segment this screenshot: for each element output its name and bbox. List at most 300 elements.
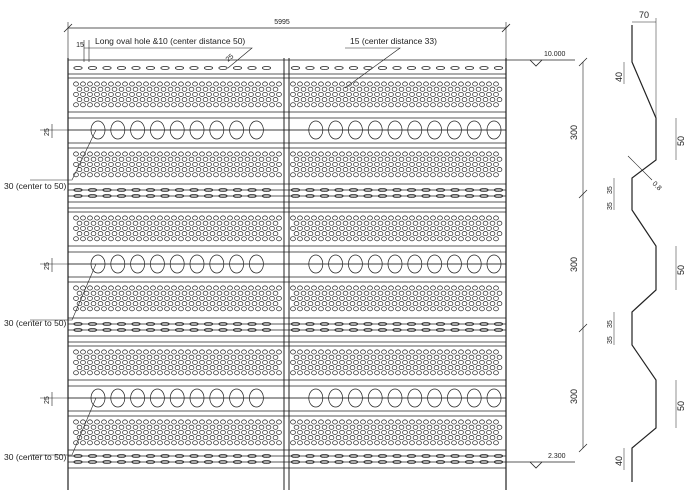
small-round-hole	[396, 441, 401, 445]
profile-thickness-label: 0.8	[650, 180, 663, 193]
small-round-hole	[329, 302, 334, 306]
small-round-hole	[238, 221, 243, 225]
small-round-hole	[291, 82, 296, 86]
small-round-hole	[193, 92, 198, 96]
small-round-hole	[144, 371, 149, 375]
small-round-hole	[238, 291, 243, 295]
small-round-hole	[172, 286, 177, 290]
small-round-hole	[158, 296, 163, 300]
small-round-hole	[203, 425, 208, 429]
small-round-hole	[301, 157, 306, 161]
small-round-hole	[389, 441, 394, 445]
small-round-hole	[368, 286, 373, 290]
small-round-hole	[81, 92, 86, 96]
small-round-hole	[207, 92, 212, 96]
small-round-hole	[91, 366, 96, 370]
small-round-hole	[231, 98, 236, 102]
small-round-hole	[235, 286, 240, 290]
small-round-hole	[102, 430, 107, 434]
small-round-hole	[448, 157, 453, 161]
small-round-hole	[221, 162, 226, 166]
small-round-hole	[193, 420, 198, 424]
small-round-hole	[490, 87, 495, 91]
small-round-hole	[270, 226, 275, 230]
small-round-hole	[186, 152, 191, 156]
small-round-hole	[270, 350, 275, 354]
small-round-hole	[392, 425, 397, 429]
profile-slope-label-a-2: 35	[607, 320, 614, 328]
small-round-hole	[165, 173, 170, 177]
edge-offset-label: 15	[76, 42, 84, 49]
small-round-hole	[406, 425, 411, 429]
small-round-hole	[462, 436, 467, 440]
small-round-hole	[354, 216, 359, 220]
small-round-hole	[266, 157, 271, 161]
small-round-hole	[102, 103, 107, 107]
small-round-hole	[336, 291, 341, 295]
small-round-hole	[95, 226, 100, 230]
small-round-hole	[235, 430, 240, 434]
small-round-hole	[263, 173, 268, 177]
small-round-hole	[396, 162, 401, 166]
small-round-hole	[312, 420, 317, 424]
small-round-hole	[102, 92, 107, 96]
small-round-hole	[494, 82, 499, 86]
small-round-hole	[144, 92, 149, 96]
small-round-hole	[123, 152, 128, 156]
small-round-hole	[413, 168, 418, 172]
small-round-hole	[133, 98, 138, 102]
small-round-hole	[130, 350, 135, 354]
small-round-hole	[326, 350, 331, 354]
small-round-hole	[189, 168, 194, 172]
small-round-hole	[95, 286, 100, 290]
small-round-hole	[245, 87, 250, 91]
small-round-hole	[382, 441, 387, 445]
small-round-hole	[291, 226, 296, 230]
small-round-hole	[144, 296, 149, 300]
small-round-hole	[350, 87, 355, 91]
small-round-hole	[242, 82, 247, 86]
small-round-hole	[308, 436, 313, 440]
small-round-hole	[224, 232, 229, 236]
small-round-hole	[217, 221, 222, 225]
small-round-hole	[256, 360, 261, 364]
small-round-hole	[329, 425, 334, 429]
small-round-hole	[385, 168, 390, 172]
small-round-hole	[95, 152, 100, 156]
small-round-hole	[245, 221, 250, 225]
small-round-hole	[270, 371, 275, 375]
small-round-hole	[126, 232, 131, 236]
small-round-hole	[193, 82, 198, 86]
small-round-hole	[98, 232, 103, 236]
small-round-hole	[476, 168, 481, 172]
small-round-hole	[91, 221, 96, 225]
small-round-hole	[301, 87, 306, 91]
small-round-hole	[347, 286, 352, 290]
small-round-hole	[116, 286, 121, 290]
small-round-hole	[312, 173, 317, 177]
small-round-hole	[403, 216, 408, 220]
small-round-hole	[140, 232, 145, 236]
small-round-hole	[74, 371, 79, 375]
small-round-hole	[77, 425, 82, 429]
small-round-hole	[151, 162, 156, 166]
small-round-hole	[259, 221, 264, 225]
small-round-hole	[130, 103, 135, 107]
small-round-hole	[133, 436, 138, 440]
small-round-hole	[266, 355, 271, 359]
small-round-hole	[427, 87, 432, 91]
small-round-hole	[161, 98, 166, 102]
small-round-hole	[266, 168, 271, 172]
small-round-hole	[200, 350, 205, 354]
small-round-hole	[186, 420, 191, 424]
small-round-hole	[305, 430, 310, 434]
small-round-hole	[175, 366, 180, 370]
small-round-hole	[130, 237, 135, 241]
small-round-hole	[214, 350, 219, 354]
small-round-hole	[130, 216, 135, 220]
small-round-hole	[312, 307, 317, 311]
small-round-hole	[144, 173, 149, 177]
small-round-hole	[238, 157, 243, 161]
small-round-hole	[424, 371, 429, 375]
small-round-hole	[256, 350, 261, 354]
small-round-hole	[231, 436, 236, 440]
small-round-hole	[305, 307, 310, 311]
small-round-hole	[392, 436, 397, 440]
small-round-hole	[256, 152, 261, 156]
small-round-hole	[203, 232, 208, 236]
long-oval-hole	[161, 67, 169, 70]
small-round-hole	[382, 286, 387, 290]
small-round-hole	[301, 366, 306, 370]
small-round-hole	[123, 103, 128, 107]
small-round-hole	[231, 157, 236, 161]
small-round-hole	[445, 92, 450, 96]
small-round-hole	[427, 157, 432, 161]
small-round-hole	[347, 441, 352, 445]
small-round-hole	[74, 360, 79, 364]
small-round-hole	[105, 87, 110, 91]
small-round-hole	[354, 237, 359, 241]
small-round-hole	[151, 360, 156, 364]
small-round-hole	[189, 366, 194, 370]
small-round-hole	[168, 232, 173, 236]
small-round-hole	[389, 430, 394, 434]
small-round-hole	[182, 157, 187, 161]
small-round-hole	[350, 366, 355, 370]
small-round-hole	[221, 173, 226, 177]
small-round-hole	[466, 216, 471, 220]
small-round-hole	[193, 162, 198, 166]
small-round-hole	[98, 221, 103, 225]
small-round-hole	[147, 291, 152, 295]
small-round-hole	[235, 371, 240, 375]
small-round-hole	[242, 103, 247, 107]
small-round-hole	[308, 302, 313, 306]
small-round-hole	[252, 302, 257, 306]
small-round-hole	[357, 425, 362, 429]
small-round-hole	[130, 430, 135, 434]
small-round-hole	[361, 152, 366, 156]
small-round-hole	[385, 98, 390, 102]
small-round-hole	[109, 420, 114, 424]
small-round-hole	[140, 98, 145, 102]
small-round-hole	[235, 296, 240, 300]
small-round-hole	[189, 291, 194, 295]
small-round-hole	[308, 425, 313, 429]
small-round-hole	[291, 173, 296, 177]
small-round-hole	[151, 286, 156, 290]
small-round-hole	[221, 237, 226, 241]
small-round-hole	[130, 173, 135, 177]
small-round-hole	[413, 87, 418, 91]
small-round-hole	[84, 221, 89, 225]
small-round-hole	[137, 152, 142, 156]
small-round-hole	[452, 286, 457, 290]
small-round-hole	[130, 441, 135, 445]
small-round-hole	[151, 430, 156, 434]
small-round-hole	[242, 226, 247, 230]
small-round-hole	[133, 221, 138, 225]
small-round-hole	[312, 82, 317, 86]
small-round-hole	[350, 291, 355, 295]
small-round-hole	[385, 87, 390, 91]
small-round-hole	[343, 98, 348, 102]
small-round-hole	[193, 296, 198, 300]
small-round-hole	[417, 286, 422, 290]
small-round-hole	[259, 168, 264, 172]
small-round-hole	[424, 82, 429, 86]
small-round-hole	[441, 168, 446, 172]
small-round-hole	[424, 173, 429, 177]
small-round-hole	[252, 98, 257, 102]
small-round-hole	[455, 366, 460, 370]
small-round-hole	[322, 157, 327, 161]
small-round-hole	[333, 92, 338, 96]
small-round-hole	[445, 216, 450, 220]
small-round-hole	[147, 425, 152, 429]
small-round-hole	[217, 425, 222, 429]
small-round-hole	[196, 291, 201, 295]
small-round-hole	[389, 307, 394, 311]
small-round-hole	[161, 425, 166, 429]
long-oval-hole	[219, 67, 227, 70]
small-round-hole	[189, 221, 194, 225]
elevation-top-marker	[530, 60, 542, 66]
small-round-hole	[347, 173, 352, 177]
small-round-hole	[490, 436, 495, 440]
small-round-hole	[112, 291, 117, 295]
small-round-hole	[336, 425, 341, 429]
small-round-hole	[312, 237, 317, 241]
small-round-hole	[74, 237, 79, 241]
small-round-hole	[375, 286, 380, 290]
long-oval-hole	[175, 67, 183, 70]
small-round-hole	[81, 173, 86, 177]
small-round-hole	[417, 237, 422, 241]
small-round-hole	[179, 216, 184, 220]
small-round-hole	[270, 162, 275, 166]
small-round-hole	[151, 103, 156, 107]
small-round-hole	[340, 350, 345, 354]
small-round-hole	[140, 291, 145, 295]
small-round-hole	[95, 82, 100, 86]
small-round-hole	[168, 425, 173, 429]
small-round-hole	[375, 216, 380, 220]
small-round-hole	[494, 216, 499, 220]
small-round-hole	[382, 430, 387, 434]
small-round-hole	[406, 98, 411, 102]
small-round-hole	[277, 286, 282, 290]
small-round-hole	[105, 302, 110, 306]
small-round-hole	[217, 302, 222, 306]
small-round-hole	[403, 103, 408, 107]
small-round-hole	[196, 366, 201, 370]
small-round-hole	[228, 296, 233, 300]
small-round-hole	[123, 360, 128, 364]
small-round-hole	[406, 221, 411, 225]
small-round-hole	[88, 152, 93, 156]
small-round-hole	[378, 425, 383, 429]
small-round-hole	[361, 226, 366, 230]
small-round-hole	[102, 82, 107, 86]
small-round-hole	[235, 350, 240, 354]
small-round-hole	[424, 350, 429, 354]
front-elevation-view	[30, 22, 575, 490]
small-round-hole	[371, 87, 376, 91]
small-round-hole	[119, 355, 124, 359]
small-round-hole	[375, 103, 380, 107]
small-round-hole	[158, 173, 163, 177]
long-oval-hole	[480, 67, 488, 70]
small-round-hole	[427, 355, 432, 359]
small-round-hole	[95, 430, 100, 434]
small-round-hole	[109, 430, 114, 434]
small-round-hole	[116, 371, 121, 375]
small-round-hole	[305, 92, 310, 96]
small-round-hole	[396, 360, 401, 364]
small-round-hole	[116, 420, 121, 424]
small-round-hole	[200, 82, 205, 86]
small-round-hole	[403, 360, 408, 364]
small-round-hole	[228, 152, 233, 156]
small-round-hole	[420, 436, 425, 440]
small-round-hole	[459, 152, 464, 156]
small-round-hole	[392, 355, 397, 359]
small-round-hole	[179, 152, 184, 156]
small-round-hole	[483, 157, 488, 161]
small-round-hole	[74, 216, 79, 220]
small-round-hole	[361, 216, 366, 220]
small-round-hole	[165, 371, 170, 375]
small-round-hole	[203, 98, 208, 102]
small-round-hole	[130, 307, 135, 311]
small-round-hole	[172, 296, 177, 300]
small-round-hole	[130, 286, 135, 290]
long-oval-hole	[407, 67, 415, 70]
small-round-hole	[130, 360, 135, 364]
small-round-hole	[494, 92, 499, 96]
small-round-hole	[116, 226, 121, 230]
small-round-hole	[95, 92, 100, 96]
small-round-hole	[256, 162, 261, 166]
small-round-hole	[221, 441, 226, 445]
small-round-hole	[459, 216, 464, 220]
small-round-hole	[343, 232, 348, 236]
small-round-hole	[210, 366, 215, 370]
small-round-hole	[235, 420, 240, 424]
small-round-hole	[340, 82, 345, 86]
small-round-hole	[385, 436, 390, 440]
small-round-hole	[105, 221, 110, 225]
small-round-hole	[109, 226, 114, 230]
small-round-hole	[238, 87, 243, 91]
small-round-hole	[322, 302, 327, 306]
small-round-hole	[406, 302, 411, 306]
small-round-hole	[193, 103, 198, 107]
small-round-hole	[476, 232, 481, 236]
small-round-hole	[473, 226, 478, 230]
small-round-hole	[497, 425, 502, 429]
small-round-hole	[151, 82, 156, 86]
small-round-hole	[340, 237, 345, 241]
small-round-hole	[361, 162, 366, 166]
small-round-hole	[354, 307, 359, 311]
small-round-hole	[410, 307, 415, 311]
small-round-hole	[91, 232, 96, 236]
small-round-hole	[473, 286, 478, 290]
small-round-hole	[403, 173, 408, 177]
small-round-hole	[406, 355, 411, 359]
small-round-hole	[126, 436, 131, 440]
small-round-hole	[389, 371, 394, 375]
small-round-hole	[403, 162, 408, 166]
small-round-hole	[319, 226, 324, 230]
small-round-hole	[95, 420, 100, 424]
small-round-hole	[98, 366, 103, 370]
small-round-hole	[448, 98, 453, 102]
small-round-hole	[389, 173, 394, 177]
small-round-hole	[466, 82, 471, 86]
small-round-hole	[179, 237, 184, 241]
small-round-hole	[179, 307, 184, 311]
small-round-hole	[459, 82, 464, 86]
small-round-hole	[81, 237, 86, 241]
small-round-hole	[259, 302, 264, 306]
small-round-hole	[196, 221, 201, 225]
small-round-hole	[259, 157, 264, 161]
small-round-hole	[487, 296, 492, 300]
small-round-hole	[200, 296, 205, 300]
small-round-hole	[161, 355, 166, 359]
small-round-hole	[343, 157, 348, 161]
small-round-hole	[343, 366, 348, 370]
small-round-hole	[494, 430, 499, 434]
small-round-hole	[270, 152, 275, 156]
small-round-hole	[326, 286, 331, 290]
small-round-hole	[116, 82, 121, 86]
small-round-hole	[231, 221, 236, 225]
small-round-hole	[203, 157, 208, 161]
small-round-hole	[116, 307, 121, 311]
small-round-hole	[182, 302, 187, 306]
small-round-hole	[368, 226, 373, 230]
small-round-hole	[84, 291, 89, 295]
